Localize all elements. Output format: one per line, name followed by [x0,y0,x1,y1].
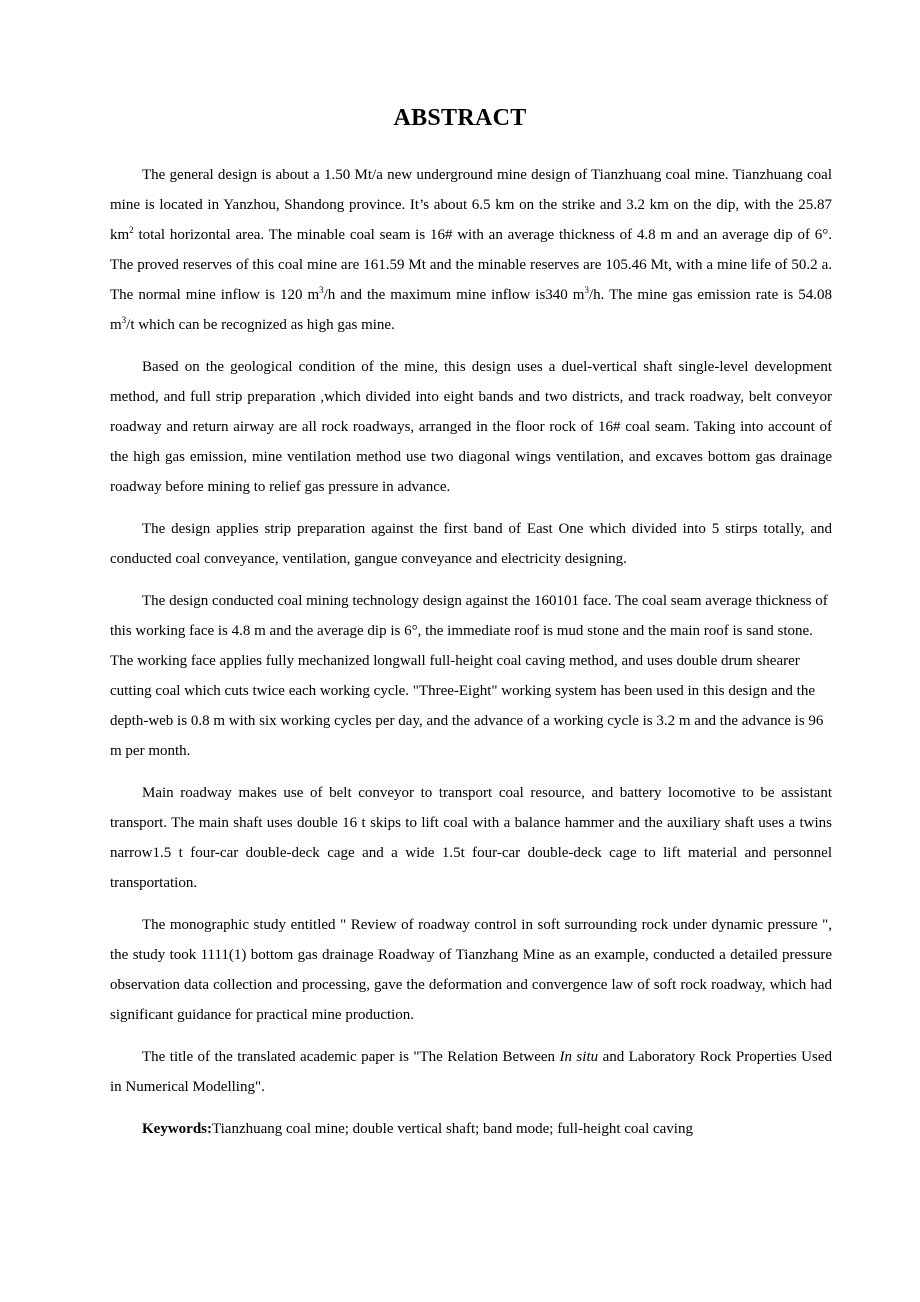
p1-superscript-2: 3 [319,285,324,295]
abstract-paragraph-3: The design applies strip preparation against the first band of East One which divided into 5 stirps totally, and conducted coal conveyance, ventilation, gangue conveyance and electricity designing. [110,521,832,567]
p1-superscript-1: 2 [129,225,134,235]
abstract-paragraph-1 [110,160,832,340]
abstract-paragraph-2: Based on the geological condition of the mine, this design uses a duel-vertical shaft single-level development method, and full strip preparation ,which divided into eight bands and two districts, and track roadway, belt conveyor roadway and return airway are all rock roadways, arranged in the floor rock of 16# coal seam. Taking into account of the high gas emission, mine ventilation method use two diagonal wings ventilation, and excaves bottom gas drainage roadway before mining to relief gas pressure in advance. [110,359,832,495]
p1-text-a: The general design is about a 1.50 Mt/a new underground mine design of Tianzhuang coal mine. Tianzhuang coal mine is located in Yanzhou, Shandong province. It’s about 6.5 km on the strike and 3.2 km on the dip, with the 25.87 km [110,167,832,243]
abstract-paragraph-6: The monographic study entitled " Review of roadway control in soft surrounding rock under dynamic pressure ", the study took 1111(1) bottom gas drainage Roadway of Tianzhang Mine as an example, conducted a detailed pressure observation data collection and processing, gave the deformation and convergence law of soft rock roadway, which had significant guidance for practical mine production. [110,917,832,1023]
p1-text-e: /t which can be recognized as high gas mine. [126,317,395,333]
p1-superscript-3: 3 [584,285,589,295]
p7-italic-term: In situ [559,1049,599,1065]
p1-text-b: total horizontal area. The minable coal seam is 16# with an average thickness of 4.8 m and an average dip of 6°. The proved reserves of this coal mine are 161.59 Mt and the minable reserves are 105.46 Mt, with a mine life of 50.2 a. The normal mine inflow is 120 m [110,227,832,303]
abstract-paragraph-5: Main roadway makes use of belt conveyor to transport coal resource, and battery locomotive to be assistant transport. The main shaft uses double 16 t skips to lift coal with a balance hammer and the auxiliary shaft uses a twins narrow1.5 t four-car double-deck cage and a wide 1.5t four-car double-deck cage to lift material and personnel transportation. [110,785,832,891]
keywords-text: Tianzhuang coal mine; double vertical shaft; band mode; full-height coal caving [212,1121,693,1137]
p1-superscript-4: 3 [121,315,127,325]
keywords-label: Keywords: [142,1121,212,1137]
abstract-body [110,160,832,1144]
page-title: ABSTRACT [393,105,527,131]
p7-text-b: and Laboratory Rock Properties Used in Numerical Modelling". [110,1049,832,1095]
p7-text-a: The title of the translated academic paper is "The Relation Between [142,1049,560,1065]
p1-text-c: /h and the maximum mine inflow is340 m [323,287,585,303]
keywords-line [110,1114,832,1144]
p1-text-d: /h. The mine gas emission rate is 54.08 m [110,287,832,333]
abstract-paragraph-7 [110,1042,832,1102]
abstract-paragraph-4: The design conducted coal mining technology design against the 160101 face. The coal seam average thickness of this working face is 4.8 m and the average dip is 6°, the immediate roof is mud stone and the main roof is sand stone. The working face applies fully mechanized longwall full-height coal caving method, and uses double drum shearer cutting coal which cuts twice each working cycle. "Three-Eight" working system has been used in this design and the depth-web is 0.8 m with six working cycles per day, and the advance of a working cycle is 3.2 m and the advance is 96 m per month. [110,593,828,759]
